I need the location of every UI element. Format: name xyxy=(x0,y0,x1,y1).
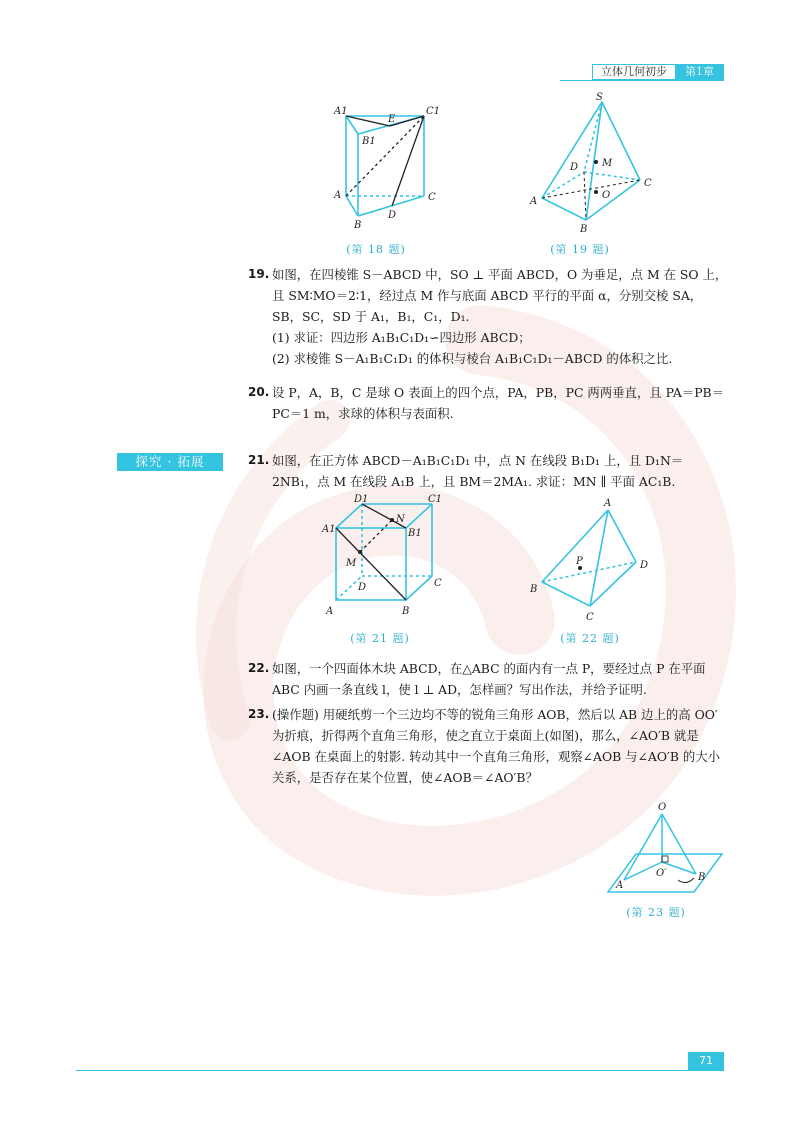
label-B: B xyxy=(354,220,362,231)
caption-fig19: (第 19 题) xyxy=(550,243,610,256)
figure-18 xyxy=(330,100,440,235)
label-B: B xyxy=(580,224,588,235)
label-P: P xyxy=(576,556,583,567)
problem-number: 21. xyxy=(248,453,270,467)
label-E: E xyxy=(388,114,396,125)
label-N: N xyxy=(396,514,405,525)
problem-22 xyxy=(248,658,728,700)
label-B: B xyxy=(698,872,706,883)
figure-19 xyxy=(526,92,656,235)
label-O: O xyxy=(658,802,667,813)
label-B1: B1 xyxy=(408,528,422,539)
label-O: O xyxy=(602,190,611,201)
problem-20 xyxy=(248,382,728,424)
figure-21 xyxy=(322,492,452,622)
running-head xyxy=(592,64,724,80)
label-A: A xyxy=(616,880,624,891)
section-label-explore: 探究 · 拓展 xyxy=(117,453,223,471)
problem-number: 19. xyxy=(248,267,270,281)
problem-text: (操作题) 用硬纸剪一个三边均不等的锐角三角形 AOB，然后以 AB 边上的高 OO′ 为折痕，折得两个直角三角形，使之直立于桌面上(如图)，那么，∠AO′B 就是∠AOB 在桌面上的射影. 转动其中一个直角三角形，观察∠AOB 与∠AO′B 的大小关系，是否存在某个位置，使∠AOB＝∠AO′B？ xyxy=(272,707,721,785)
problem-23 xyxy=(248,704,728,788)
label-B: B xyxy=(402,606,410,617)
problem-number: 20. xyxy=(248,385,270,399)
problem-text: 设 P，A，B，C 是球 O 表面上的四个点，PA，PB，PC 两两垂直，且 PA＝PB＝PC＝1 m，求球的体积与表面积. xyxy=(272,385,725,421)
label-C: C xyxy=(428,192,436,203)
label-C: C xyxy=(434,578,442,589)
problem-number: 22. xyxy=(248,661,270,675)
figure-22 xyxy=(530,496,660,626)
label-S: S xyxy=(596,92,603,103)
label-A: A xyxy=(334,190,342,201)
label-D1: D1 xyxy=(354,494,369,505)
caption-fig22: (第 22 题) xyxy=(560,632,620,645)
problem-number: 23. xyxy=(248,707,270,721)
label-C: C xyxy=(644,178,652,189)
book-title: 立体几何初步 xyxy=(592,64,675,80)
problem-19 xyxy=(248,264,728,369)
label-A: A xyxy=(326,606,334,617)
problem-item: (2) 求棱锥 S－A₁B₁C₁D₁ 的体积与棱台 A₁B₁C₁D₁－ABCD 的体积之比. xyxy=(272,351,673,366)
footer-rule xyxy=(76,1070,724,1071)
figure-23 xyxy=(606,800,726,900)
problem-text: 如图，在四棱锥 S－ABCD 中，SO ⊥ 平面 ABCD，O 为垂足，点 M 在 SO 上，且 SM∶MO＝2∶1，经过点 M 作与底面 ABCD 平行的平面 α，分别交棱 SA，SB，SC，SD 于 A₁，B₁，C₁，D₁. xyxy=(272,267,728,324)
label-D: D xyxy=(640,560,649,571)
problem-text: 如图，在正方体 ABCD－A₁B₁C₁D₁ 中，点 N 在线段 B₁D₁ 上，且 D₁N＝2NB₁，点 M 在线段 A₁B 上，且 BM＝2MA₁. 求证：MN ∥ 平面 AC₁B. xyxy=(272,453,684,489)
label-D: D xyxy=(358,582,367,593)
label-B: B xyxy=(530,584,538,595)
caption-fig23: (第 23 题) xyxy=(626,906,686,919)
page-number: 71 xyxy=(688,1052,724,1070)
problem-21 xyxy=(248,450,728,492)
label-A1: A1 xyxy=(334,106,348,117)
header-rule xyxy=(560,80,724,81)
label-D: D xyxy=(388,210,397,221)
label-C1: C1 xyxy=(428,494,443,505)
caption-fig18: (第 18 题) xyxy=(346,243,406,256)
label-M: M xyxy=(346,558,357,569)
caption-fig21: (第 21 题) xyxy=(350,632,410,645)
label-A: A xyxy=(530,196,538,207)
label-M: M xyxy=(602,158,613,169)
label-B1: B1 xyxy=(362,136,376,147)
label-A: A xyxy=(604,498,612,509)
chapter-tab: 第1章 xyxy=(675,64,724,80)
label-C: C xyxy=(586,612,594,623)
label-C1: C1 xyxy=(426,106,441,117)
problem-text: 如图，一个四面体木块 ABCD，在△ABC 的面内有一点 P，要经过点 P 在平面 ABC 内画一条直线 l，使 l ⊥ AD，怎样画？写出作法，并给予证明. xyxy=(272,661,706,697)
label-A1: A1 xyxy=(322,524,336,535)
label-D: D xyxy=(570,162,579,173)
label-O-prime: O′ xyxy=(656,868,667,879)
problem-item: (1) 求证：四边形 A₁B₁C₁D₁∽四边形 ABCD； xyxy=(272,330,531,345)
